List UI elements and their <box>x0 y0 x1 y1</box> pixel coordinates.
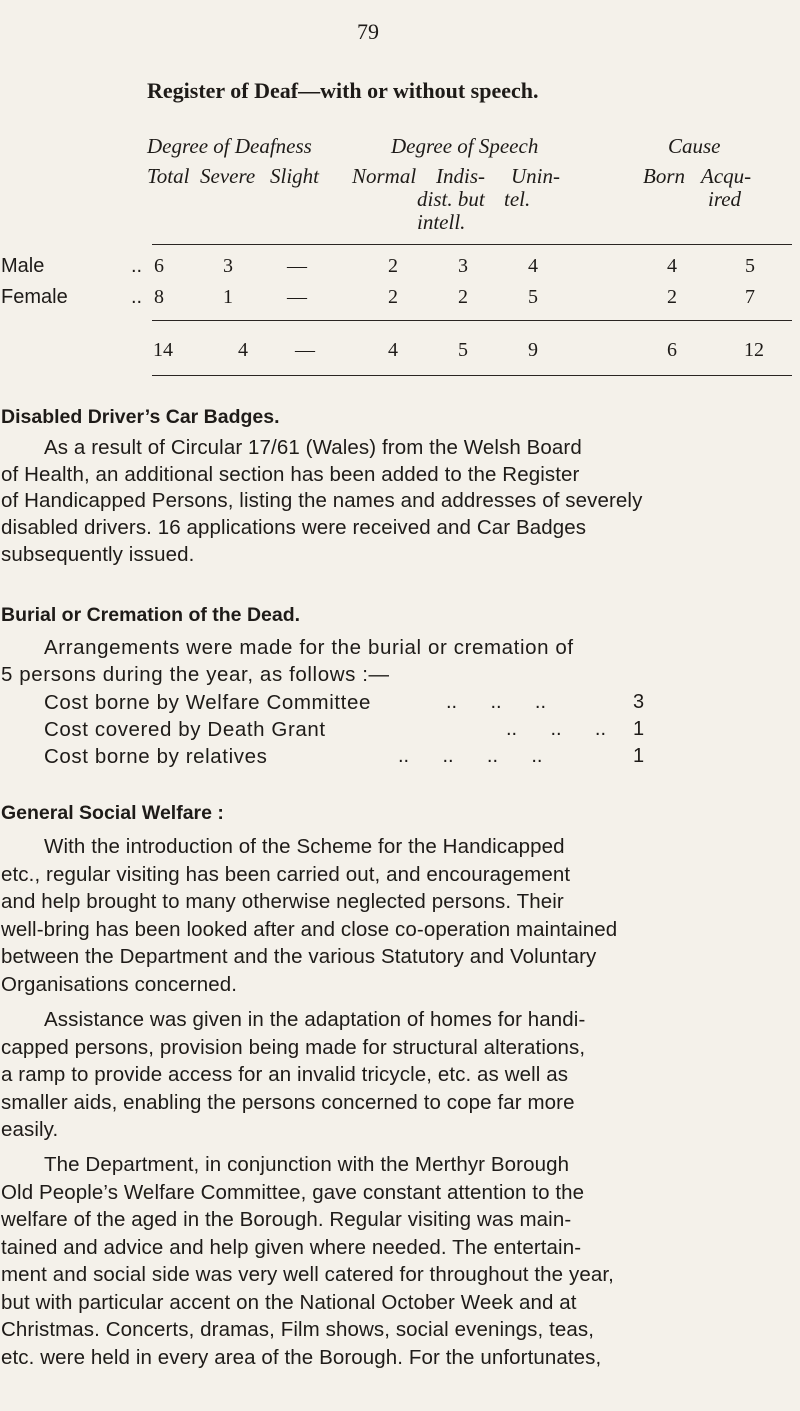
section-heading-burial: Burial or Cremation of the Dead. <box>1 604 301 626</box>
table-total-cell: 4 <box>388 339 398 361</box>
leader-dots: .. .. .. <box>446 691 547 713</box>
paragraph-line: The Department, in conjunction with the Merthyr Borough <box>44 1153 570 1176</box>
paragraph-line: easily. <box>1 1118 59 1141</box>
paragraph-line: of Handicapped Persons, listing the names and addresses of severely <box>1 489 643 512</box>
col-indis-1: Indis- <box>436 164 485 188</box>
table-total-cell: 6 <box>667 339 677 361</box>
paragraph-line: Organisations concerned. <box>1 973 238 996</box>
paragraph-line: capped persons, provision being made for structural alterations, <box>1 1036 586 1059</box>
paragraph-line: 5 persons during the year, as follows :— <box>1 663 390 686</box>
paragraph-line: of Health, an additional section has been added to the Register <box>1 463 580 486</box>
paragraph-line: tained and advice and help given where needed. The entertain- <box>1 1236 582 1259</box>
header-cause: Cause <box>668 134 721 158</box>
paragraph-line: smaller aids, enabling the persons concerned to cope far more <box>1 1091 575 1114</box>
section-heading-welfare: General Social Welfare : <box>1 802 224 824</box>
register-title: Register of Deaf—with or without speech. <box>147 78 539 103</box>
table-cell: 2 <box>388 286 398 308</box>
table-total-cell: 4 <box>238 339 248 361</box>
table-cell: 2 <box>458 286 468 308</box>
table-mid-rule <box>152 320 792 321</box>
col-acqu-1: Acqu- <box>701 164 752 188</box>
col-born: Born <box>643 164 685 188</box>
paragraph-line: Christmas. Concerts, dramas, Film shows, social evenings, teas, <box>1 1318 595 1341</box>
table-top-rule <box>152 244 792 245</box>
leader-dots: .. .. .. .. <box>398 745 543 767</box>
col-unin-1: Unin- <box>511 164 560 188</box>
paragraph-line: Assistance was given in the adaptation of homes for handi- <box>44 1008 586 1031</box>
paragraph-line: but with particular accent on the National October Week and at <box>1 1291 577 1314</box>
col-indis-2: dist. but <box>417 187 485 211</box>
table-cell: 3 <box>458 255 468 277</box>
table-cell: 4 <box>667 255 677 277</box>
paragraph-line: Old People’s Welfare Committee, gave constant attention to the <box>1 1181 585 1204</box>
table-cell: 2 <box>388 255 398 277</box>
row-lead-dots: .. <box>131 255 143 277</box>
paragraph-line: Arrangements were made for the burial or cremation of <box>44 636 574 659</box>
table-total-cell: 12 <box>744 339 764 361</box>
paragraph-line: ment and social side was very well catered for throughout the year, <box>1 1263 614 1286</box>
header-degree-of-speech: Degree of Speech <box>391 134 539 158</box>
cost-item-label: Cost borne by Welfare Committee <box>44 691 371 714</box>
cost-item-value: 3 <box>633 691 645 713</box>
table-cell: 5 <box>745 255 755 277</box>
paragraph-line: etc. were held in every area of the Borough. For the unfortunates, <box>1 1346 602 1369</box>
row-label-female: Female <box>1 286 68 308</box>
col-unin-2: tel. <box>504 187 531 211</box>
table-total-cell: 5 <box>458 339 468 361</box>
leader-dots: .. .. .. <box>506 718 607 740</box>
table-cell: 4 <box>528 255 538 277</box>
table-cell: 7 <box>745 286 755 308</box>
cost-item-value: 1 <box>633 745 645 767</box>
col-total: Total <box>147 164 190 188</box>
paragraph-line: between the Department and the various Statutory and Voluntary <box>1 945 597 968</box>
page-number: 79 <box>357 19 379 44</box>
table-bottom-rule <box>152 375 792 376</box>
table-cell: 8 <box>154 286 164 308</box>
col-acqu-2: ired <box>708 187 742 211</box>
section-heading-badges: Disabled Driver’s Car Badges. <box>1 406 280 428</box>
table-cell: 5 <box>528 286 538 308</box>
table-cell: 2 <box>667 286 677 308</box>
col-slight: Slight <box>270 164 320 188</box>
table-total-cell: 14 <box>153 339 173 361</box>
paragraph-line: a ramp to provide access for an invalid tricycle, etc. as well as <box>1 1063 569 1086</box>
header-degree-of-deafness: Degree of Deafness <box>147 134 312 158</box>
table-cell: 6 <box>154 255 164 277</box>
paragraph-line: and help brought to many otherwise neglected persons. Their <box>1 890 564 913</box>
table-cell: 3 <box>223 255 233 277</box>
cost-item-label: Cost covered by Death Grant <box>44 718 326 741</box>
paragraph-line: With the introduction of the Scheme for the Handicapped <box>44 835 565 858</box>
paragraph-line: subsequently issued. <box>1 543 195 566</box>
paragraph-line: well-bring has been looked after and close co-operation maintained <box>1 918 618 941</box>
table-cell: — <box>287 255 307 277</box>
row-label-male: Male <box>1 255 45 277</box>
col-normal: Normal <box>352 164 417 188</box>
cost-item-value: 1 <box>633 718 645 740</box>
table-cell: — <box>287 286 307 308</box>
paragraph-line: disabled drivers. 16 applications were received and Car Badges <box>1 516 587 539</box>
row-lead-dots: .. <box>131 286 143 308</box>
cost-item-label: Cost borne by relatives <box>44 745 268 768</box>
col-indis-3: intell. <box>417 210 466 234</box>
table-cell: 1 <box>223 286 233 308</box>
table-total-cell: 9 <box>528 339 538 361</box>
paragraph-line: As a result of Circular 17/61 (Wales) from the Welsh Board <box>44 436 582 459</box>
table-total-cell: — <box>295 339 315 361</box>
paragraph-line: etc., regular visiting has been carried out, and encouragement <box>1 863 571 886</box>
col-severe: Severe <box>200 164 256 188</box>
paragraph-line: welfare of the aged in the Borough. Regular visiting was main- <box>1 1208 572 1231</box>
